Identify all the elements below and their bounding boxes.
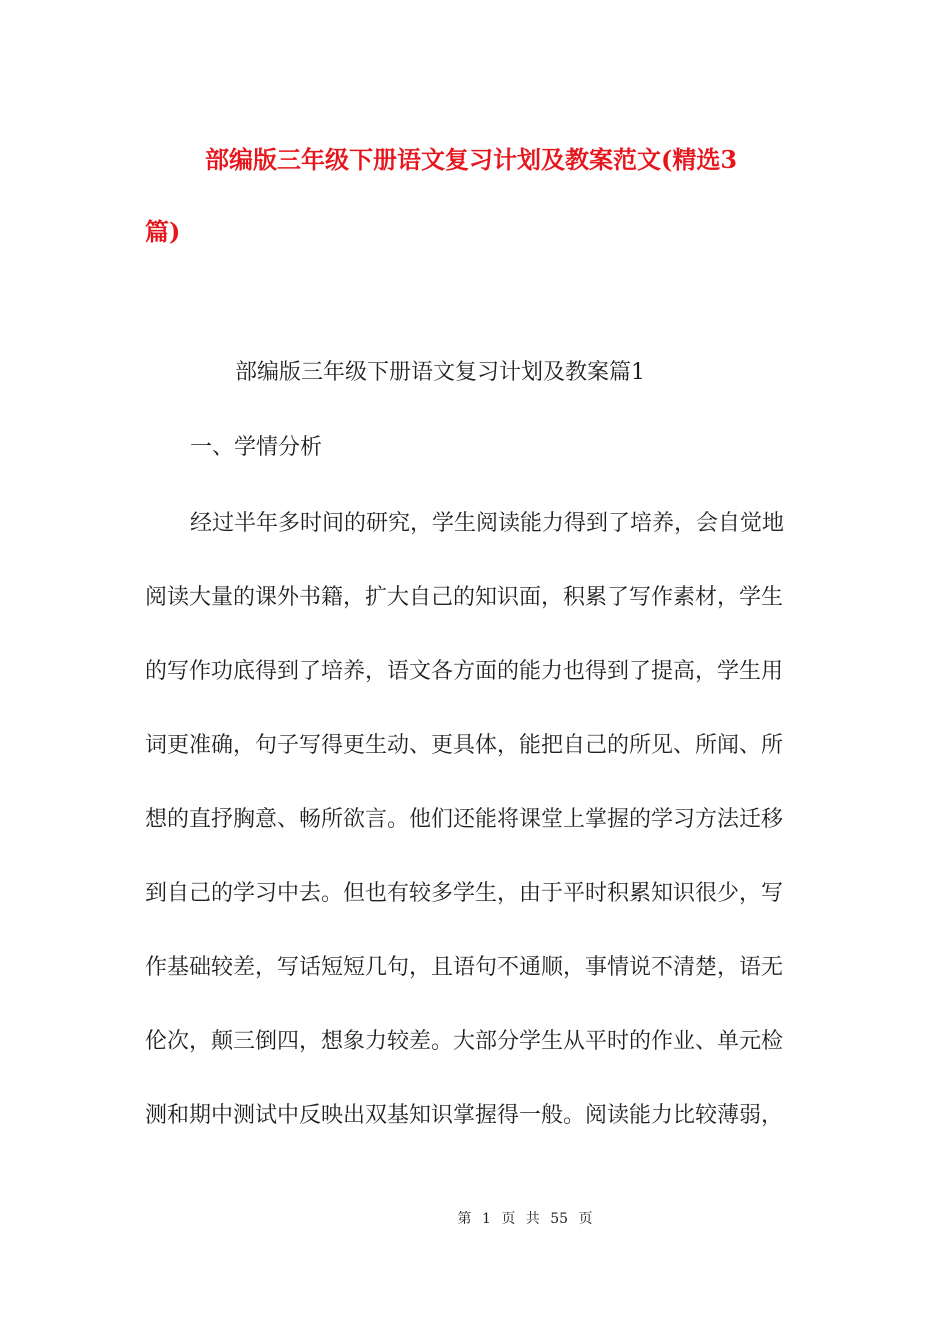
section-heading: 一、学情分析 <box>190 435 323 460</box>
page-footer <box>0 1208 950 1228</box>
footer-prefix: 第 <box>457 1211 472 1227</box>
footer-suffix: 页 <box>578 1211 593 1227</box>
section-subtitle: 部编版三年级下册语文复习计划及教案篇1 <box>235 360 645 385</box>
footer-current-page: 1 <box>481 1211 491 1227</box>
footer-page-word: 页 <box>501 1211 516 1227</box>
paragraph-line: 到自己的学习中去。但也有较多学生，由于平时积累知识很少，写 <box>145 881 784 906</box>
paragraph-line: 经过半年多时间的研究，学生阅读能力得到了培养，会自觉地 <box>190 511 785 536</box>
paragraph-line: 想的直抒胸意、畅所欲言。他们还能将课堂上掌握的学习方法迁移 <box>145 807 784 832</box>
paragraph-line: 测和期中测试中反映出双基知识掌握得一般。阅读能力比较薄弱， <box>145 1103 784 1128</box>
footer-total-pages: 55 <box>550 1211 569 1227</box>
document-title-line-1: 部编版三年级下册语文复习计划及教案范文(精选3 <box>205 145 738 174</box>
paragraph-line: 伦次，颠三倒四，想象力较差。大部分学生从平时的作业、单元检 <box>145 1029 784 1054</box>
paragraph-line: 作基础较差，写话短短几句，且语句不通顺，事情说不清楚，语无 <box>145 955 784 980</box>
paragraph-line: 阅读大量的课外书籍，扩大自己的知识面，积累了写作素材，学生 <box>145 585 784 610</box>
footer-total-word: 共 <box>525 1211 540 1227</box>
document-title-line-2: 篇) <box>145 217 181 246</box>
paragraph-line: 的写作功底得到了培养，语文各方面的能力也得到了提高，学生用 <box>145 659 784 684</box>
paragraph-line: 词更准确，句子写得更生动、更具体，能把自己的所见、所闻、所 <box>145 733 784 758</box>
